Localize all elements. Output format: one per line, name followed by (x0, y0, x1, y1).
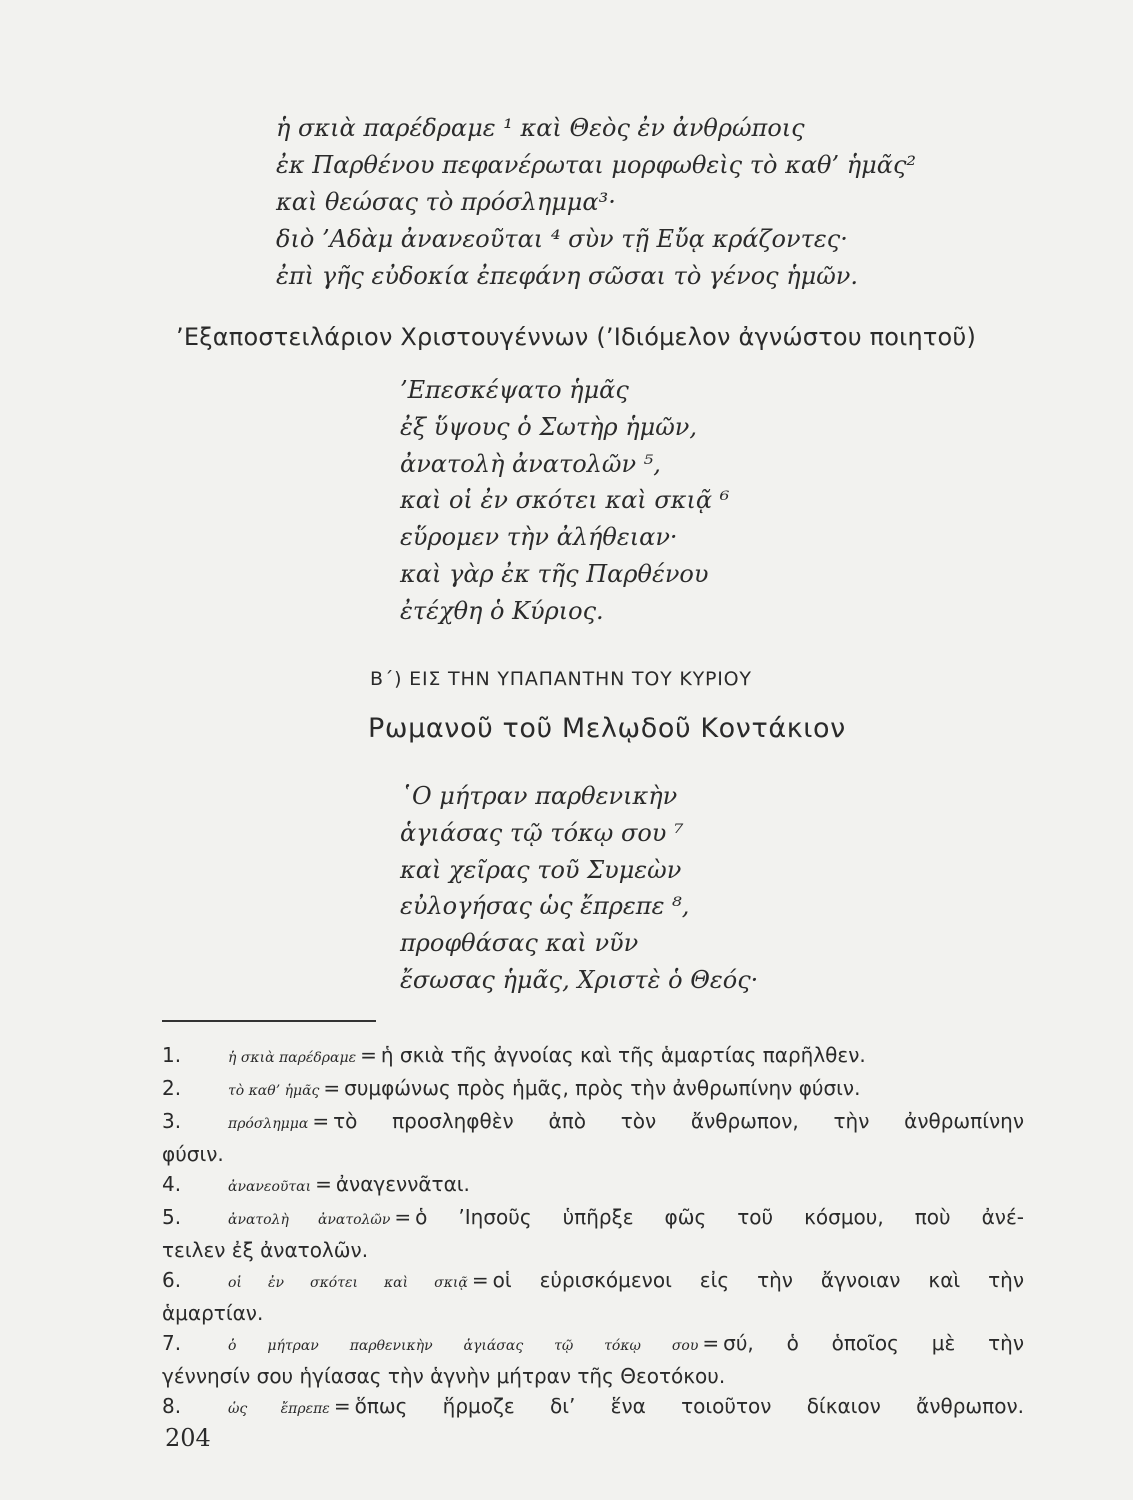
footnote-text: ἡ σκιὰ τῆς ἀγνοίας καὶ τῆς ἁμαρτίας παρῆλθεν. (380, 1043, 866, 1067)
footnote-text: ὅπως ἥρμοζε δι’ ἕνα τοιοῦτον δίκαιον ἄνθρωπον. (354, 1394, 1024, 1418)
verse-line: καὶ θεώσας τὸ πρόσλημμα³· (276, 188, 616, 216)
footnote-number: 8. (162, 1394, 182, 1418)
footnote (162, 1391, 1024, 1424)
verse-line: ἐκ Παρθένου πεφανέρωται μορφωθεὶς τὸ καθ’ ἡμᾶς² (276, 151, 917, 179)
verse-line: καὶ οἱ ἐν σκότει καὶ σκιᾷ ⁶ (400, 486, 730, 515)
footnote-number: 7. (162, 1331, 182, 1355)
footnote-number: 2. (162, 1076, 182, 1100)
footnote (162, 1040, 1024, 1073)
verse-line: ἐπὶ γῆς εὐδοκία ἐπεφάνη σῶσαι τὸ γένος ἡμῶν. (276, 262, 859, 290)
footnote-term: ἡ σκιὰ παρέδραμε (228, 1050, 357, 1066)
footnote-text: σύ, ὁ ὁποῖος μὲ τὴν (723, 1331, 1024, 1355)
equals-sign: = (312, 1109, 330, 1133)
kontakion-stanza (400, 778, 758, 999)
christmas-hymn-stanza (276, 110, 916, 295)
footnote-number: 4. (162, 1172, 182, 1196)
footnote-continuation: τειλεν ἐξ ἀνατολῶν. (162, 1238, 369, 1262)
footnote-text: ὁ ’Ιησοῦς ὑπῆρξε φῶς τοῦ κόσμου, ποὺ ἀνέ- (415, 1205, 1024, 1229)
footnotes (162, 1040, 1024, 1424)
page-number: 204 (165, 1424, 211, 1452)
verse-line: εὐλογήσας ὡς ἔπρεπε ⁸, (400, 892, 690, 921)
kontakion-heading: Ρωμανοῦ τοῦ Μελῳδοῦ Κοντάκιον (368, 713, 846, 744)
verse-line: ἁγιάσας τῷ τόκῳ σου ⁷ (400, 818, 684, 847)
verse-line: εὕρομεν τὴν ἀλήθειαν· (400, 523, 678, 552)
footnote (162, 1265, 1024, 1298)
footnote-term: ὁ μήτραν παρθενικὴν ἁγιάσας τῷ τόκῳ σου (228, 1338, 699, 1354)
equals-sign: = (702, 1331, 720, 1355)
verse-line: ἀνατολὴ ἀνατολῶν ⁵, (400, 449, 661, 478)
verse-line: καὶ χεῖρας τοῦ Συμεὼν (400, 855, 682, 884)
footnote (162, 1328, 1024, 1361)
section-heading: Β΄) ΕΙΣ ΤΗΝ ΥΠΑΠΑΝΤΗΝ ΤΟΥ ΚΥΡΙΟΥ (370, 668, 752, 690)
footnote-continuation: ἁμαρτίαν. (162, 1301, 264, 1325)
verse-line: ’Επεσκέψατο ἡμᾶς (400, 376, 629, 404)
footnote-number: 3. (162, 1109, 182, 1133)
equals-sign: = (394, 1205, 412, 1229)
footnote-number: 1. (162, 1043, 182, 1067)
footnote-continuation: γέννησίν σου ἡγίασας τὴν ἁγνὴν μήτραν τῆς Θεοτόκου. (162, 1364, 726, 1388)
verse-line: ἐτέχθη ὁ Κύριος. (400, 596, 604, 625)
footnote-continuation: φύσιν. (162, 1142, 224, 1166)
footnote (162, 1073, 1024, 1106)
footnote-term: ἀνανεοῦται (228, 1179, 312, 1195)
exapostilarion-heading: ’Εξαποστειλάριον Χριστουγέννων (’Ιδιόμελον ἀγνώστου ποιητοῦ) (176, 323, 977, 351)
equals-sign: = (315, 1172, 332, 1196)
footnote-text: συμφώνως πρὸς ἡμᾶς, πρὸς τὴν ἀνθρωπίνην φύσιν. (344, 1076, 861, 1100)
footnote-number: 6. (162, 1268, 182, 1292)
footnote-term: ἀνατολὴ ἀνατολῶν (228, 1212, 391, 1228)
footnote-term: τὸ καθ’ ἡμᾶς (228, 1083, 320, 1099)
footnote-term: οἱ ἐν σκότει καὶ σκιᾷ (228, 1275, 468, 1291)
equals-sign: = (360, 1043, 377, 1067)
footnote-number: 5. (162, 1205, 182, 1229)
verse-line: προφθάσας καὶ νῦν (400, 929, 639, 958)
footnote-text: τὸ προσληφθὲν ἀπὸ τὸν ἄνθρωπον, τὴν ἀνθρωπίνην (333, 1109, 1024, 1133)
footnote (162, 1106, 1024, 1139)
verse-line: ἡ σκιὰ παρέδραμε ¹ καὶ Θεὸς ἐν ἀνθρώποις (276, 114, 805, 142)
verse-line: ἐξ ὕψους ὁ Σωτὴρ ἡμῶν, (400, 412, 698, 441)
footnote-divider (162, 1020, 376, 1022)
verse-line: καὶ γὰρ ἐκ τῆς Παρθένου (400, 559, 709, 588)
equals-sign: = (333, 1394, 351, 1418)
footnote-text: ἀναγεννᾶται. (335, 1172, 470, 1196)
exapostilarion-stanza (400, 372, 729, 630)
footnote-term: πρόσλημμα (228, 1116, 309, 1132)
footnote-text: οἱ εὑρισκόμενοι εἰς τὴν ἄγνοιαν καὶ τὴν (492, 1268, 1024, 1292)
verse-line: ῾Ο μήτραν παρθενικὴν (400, 782, 678, 810)
verse-line: διὸ ’Αδὰμ ἀνανεοῦται ⁴ σὺν τῇ Εὔᾳ κράζοντες· (276, 225, 848, 253)
footnote (162, 1202, 1024, 1235)
verse-line: ἔσωσας ἡμᾶς, Χριστὲ ὁ Θεός· (400, 965, 759, 994)
equals-sign: = (323, 1076, 341, 1100)
footnote-term: ὡς ἔπρεπε (228, 1401, 330, 1417)
footnote (162, 1169, 1024, 1202)
equals-sign: = (471, 1268, 489, 1292)
